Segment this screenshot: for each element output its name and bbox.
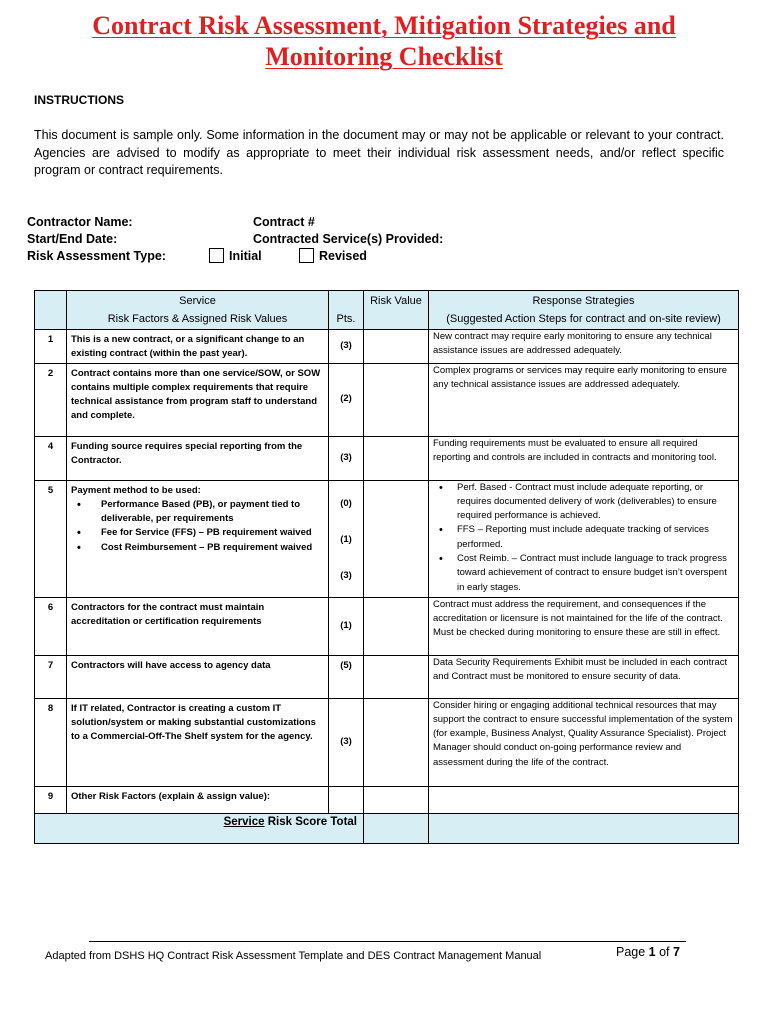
- revised-option[interactable]: [299, 248, 367, 265]
- risk-value-cell[interactable]: [364, 480, 429, 597]
- table-row: [35, 480, 739, 597]
- risk-value-cell[interactable]: [364, 786, 429, 813]
- response-strategy: Contract must address the requirement, and consequences if the accreditation or licensure is not maintained for the life of the contract. Must be checked during monitoring to ensure these are still in effect.: [429, 597, 739, 655]
- risk-factor: This is a new contract, or a significant change to an existing contract (within the past year).: [67, 330, 329, 364]
- response-strategy: Funding requirements must be evaluated to ensure all required reporting and controls are included in contracts and monitoring tool.: [429, 436, 739, 480]
- risk-value-cell[interactable]: [364, 363, 429, 436]
- page-total: 7: [673, 945, 680, 959]
- title-line-2: Monitoring Checklist: [265, 42, 503, 71]
- risk-table: [34, 290, 739, 844]
- response-ffs: • FFS – Reporting must include adequate tracking of services performed.: [457, 523, 734, 552]
- total-label-rest: Risk Score Total: [264, 815, 357, 828]
- response-strategy-cell[interactable]: [429, 786, 739, 813]
- initial-option[interactable]: [209, 248, 262, 265]
- contracted-services-label: Contracted Service(s) Provided:: [253, 232, 444, 246]
- row-number: 6: [35, 597, 67, 655]
- risk-points: (5): [329, 655, 364, 698]
- risk-points-pb: (0): [340, 497, 352, 509]
- row-number: 4: [35, 436, 67, 480]
- response-strategy-cell: [429, 480, 739, 597]
- payment-method-list: [71, 498, 324, 555]
- response-cost: • Cost Reimb. – Contract must include language to track progress toward achievement of contract to ensure budget isn’t overspent in early stages.: [457, 552, 734, 595]
- risk-factor: Contractors for the contract must maintain accreditation or certification requirements: [67, 597, 329, 655]
- initial-label: Initial: [229, 249, 262, 263]
- row-number: 2: [35, 363, 67, 436]
- header-pts: Pts.: [329, 291, 364, 330]
- risk-factor: Funding source requires special reporting from the Contractor.: [67, 436, 329, 480]
- table-row: [35, 698, 739, 786]
- table-row: [35, 655, 739, 698]
- table-row: [35, 363, 739, 436]
- total-label-service: Service: [223, 815, 265, 828]
- risk-value-cell[interactable]: [364, 655, 429, 698]
- header-response-sub: (Suggested Action Steps for contract and on-site review): [446, 313, 721, 325]
- risk-factor: Contractors will have access to agency data: [67, 655, 329, 698]
- risk-value-cell[interactable]: [364, 330, 429, 364]
- risk-points-ffs: (1): [340, 533, 352, 545]
- risk-factor-cell: [67, 480, 329, 597]
- start-end-date-label: Start/End Date:: [27, 232, 118, 246]
- contract-number-label: Contract #: [253, 215, 315, 229]
- row-number: 9: [35, 786, 67, 813]
- header-factors-cell: [67, 291, 329, 330]
- risk-points-cell[interactable]: [329, 786, 364, 813]
- page-word: Page: [616, 945, 649, 959]
- instructions-heading: INSTRUCTIONS: [34, 93, 124, 107]
- header-risk-value: Risk Value: [364, 291, 429, 330]
- risk-points: (2): [329, 363, 364, 436]
- contractor-name-label: Contractor Name:: [27, 215, 133, 229]
- page-number: [616, 945, 680, 959]
- total-blank-cell: [429, 813, 739, 843]
- response-strategy: Consider hiring or engaging additional technical resources that may support the contract to ensure successful implementation of the system (for example, Business Analyst, Quality Assurance Specialist). Project Manager should conduct on-going performance review and assessment during the life of the contract.: [429, 698, 739, 786]
- risk-factor: Contract contains more than one service/SOW, or SOW contains multiple complex requirements that require technical assistance from program staff to understand and complete.: [67, 363, 329, 436]
- table-row: [35, 436, 739, 480]
- header-response: Response Strategies: [532, 295, 635, 307]
- row-number: 7: [35, 655, 67, 698]
- payment-method-pb: • Performance Based (PB), or payment tied to deliverable, per requirements: [101, 498, 324, 527]
- response-strategy: Complex programs or services may require early monitoring to ensure any technical assistance issues are addressed adequately.: [429, 363, 739, 436]
- instructions-text: This document is sample only. Some information in the document may or may not be applicable or relevant to your contract. Agencies are advised to modify as appropriate to meet their individual risk assessment needs, and/or reflect specific program or contract requirements.: [34, 128, 724, 177]
- revised-label: Revised: [319, 249, 367, 263]
- table-row: [35, 330, 739, 364]
- risk-points: (3): [329, 330, 364, 364]
- risk-value-cell[interactable]: [364, 436, 429, 480]
- row-number: 1: [35, 330, 67, 364]
- table-header-row: [35, 291, 739, 330]
- total-label: [35, 813, 364, 843]
- risk-value-cell[interactable]: [364, 698, 429, 786]
- page-of: of: [655, 945, 673, 959]
- risk-points-cost: (3): [340, 569, 352, 581]
- header-service: Service: [179, 295, 216, 307]
- initial-checkbox[interactable]: [209, 248, 224, 263]
- risk-factor: If IT related, Contractor is creating a custom IT solution/system or making substantial customizations to a Commercial-Off-The Shelf system for the agency.: [67, 698, 329, 786]
- risk-value-cell[interactable]: [364, 597, 429, 655]
- header-factors: Risk Factors & Assigned Risk Values: [107, 313, 288, 325]
- response-list: [433, 481, 734, 595]
- page-current: 1: [648, 945, 656, 959]
- total-row: [35, 813, 739, 843]
- table-row: [35, 786, 739, 813]
- revised-checkbox[interactable]: [299, 248, 314, 263]
- risk-assessment-type-label: Risk Assessment Type:: [27, 249, 166, 263]
- header-response-cell: [429, 291, 739, 330]
- response-strategy: Data Security Requirements Exhibit must be included in each contract and Contract must be monitored to ensure security of data.: [429, 655, 739, 698]
- header-num-cell: [35, 291, 67, 330]
- risk-factor: Payment method to be used:: [71, 484, 201, 496]
- risk-points: (3): [329, 436, 364, 480]
- risk-points: (1): [329, 597, 364, 655]
- title-line-1: Contract Risk Assessment, Mitigation Strategies and: [92, 11, 676, 40]
- response-strategy: New contract may require early monitoring to ensure any technical assistance issues are addressed adequately.: [429, 330, 739, 364]
- risk-points-cell: [329, 480, 364, 597]
- table-row: [35, 597, 739, 655]
- risk-points: (3): [329, 698, 364, 786]
- row-number: 8: [35, 698, 67, 786]
- risk-factor: Other Risk Factors (explain & assign value):: [67, 786, 329, 813]
- payment-method-ffs: • Fee for Service (FFS) – PB requirement waived: [101, 526, 324, 540]
- response-pb: • Perf. Based - Contract must include adequate reporting, or requires documented delivery of work (deliverables) to ensure required performance is achieved.: [457, 481, 734, 524]
- document-title: [0, 10, 768, 72]
- payment-method-cost: • Cost Reimbursement – PB requirement waived: [101, 541, 324, 555]
- row-number: 5: [35, 480, 67, 597]
- total-value-cell[interactable]: [364, 813, 429, 843]
- footer-text: Adapted from DSHS HQ Contract Risk Assessment Template and DES Contract Management Manual: [45, 950, 542, 962]
- footer-divider: [89, 941, 686, 942]
